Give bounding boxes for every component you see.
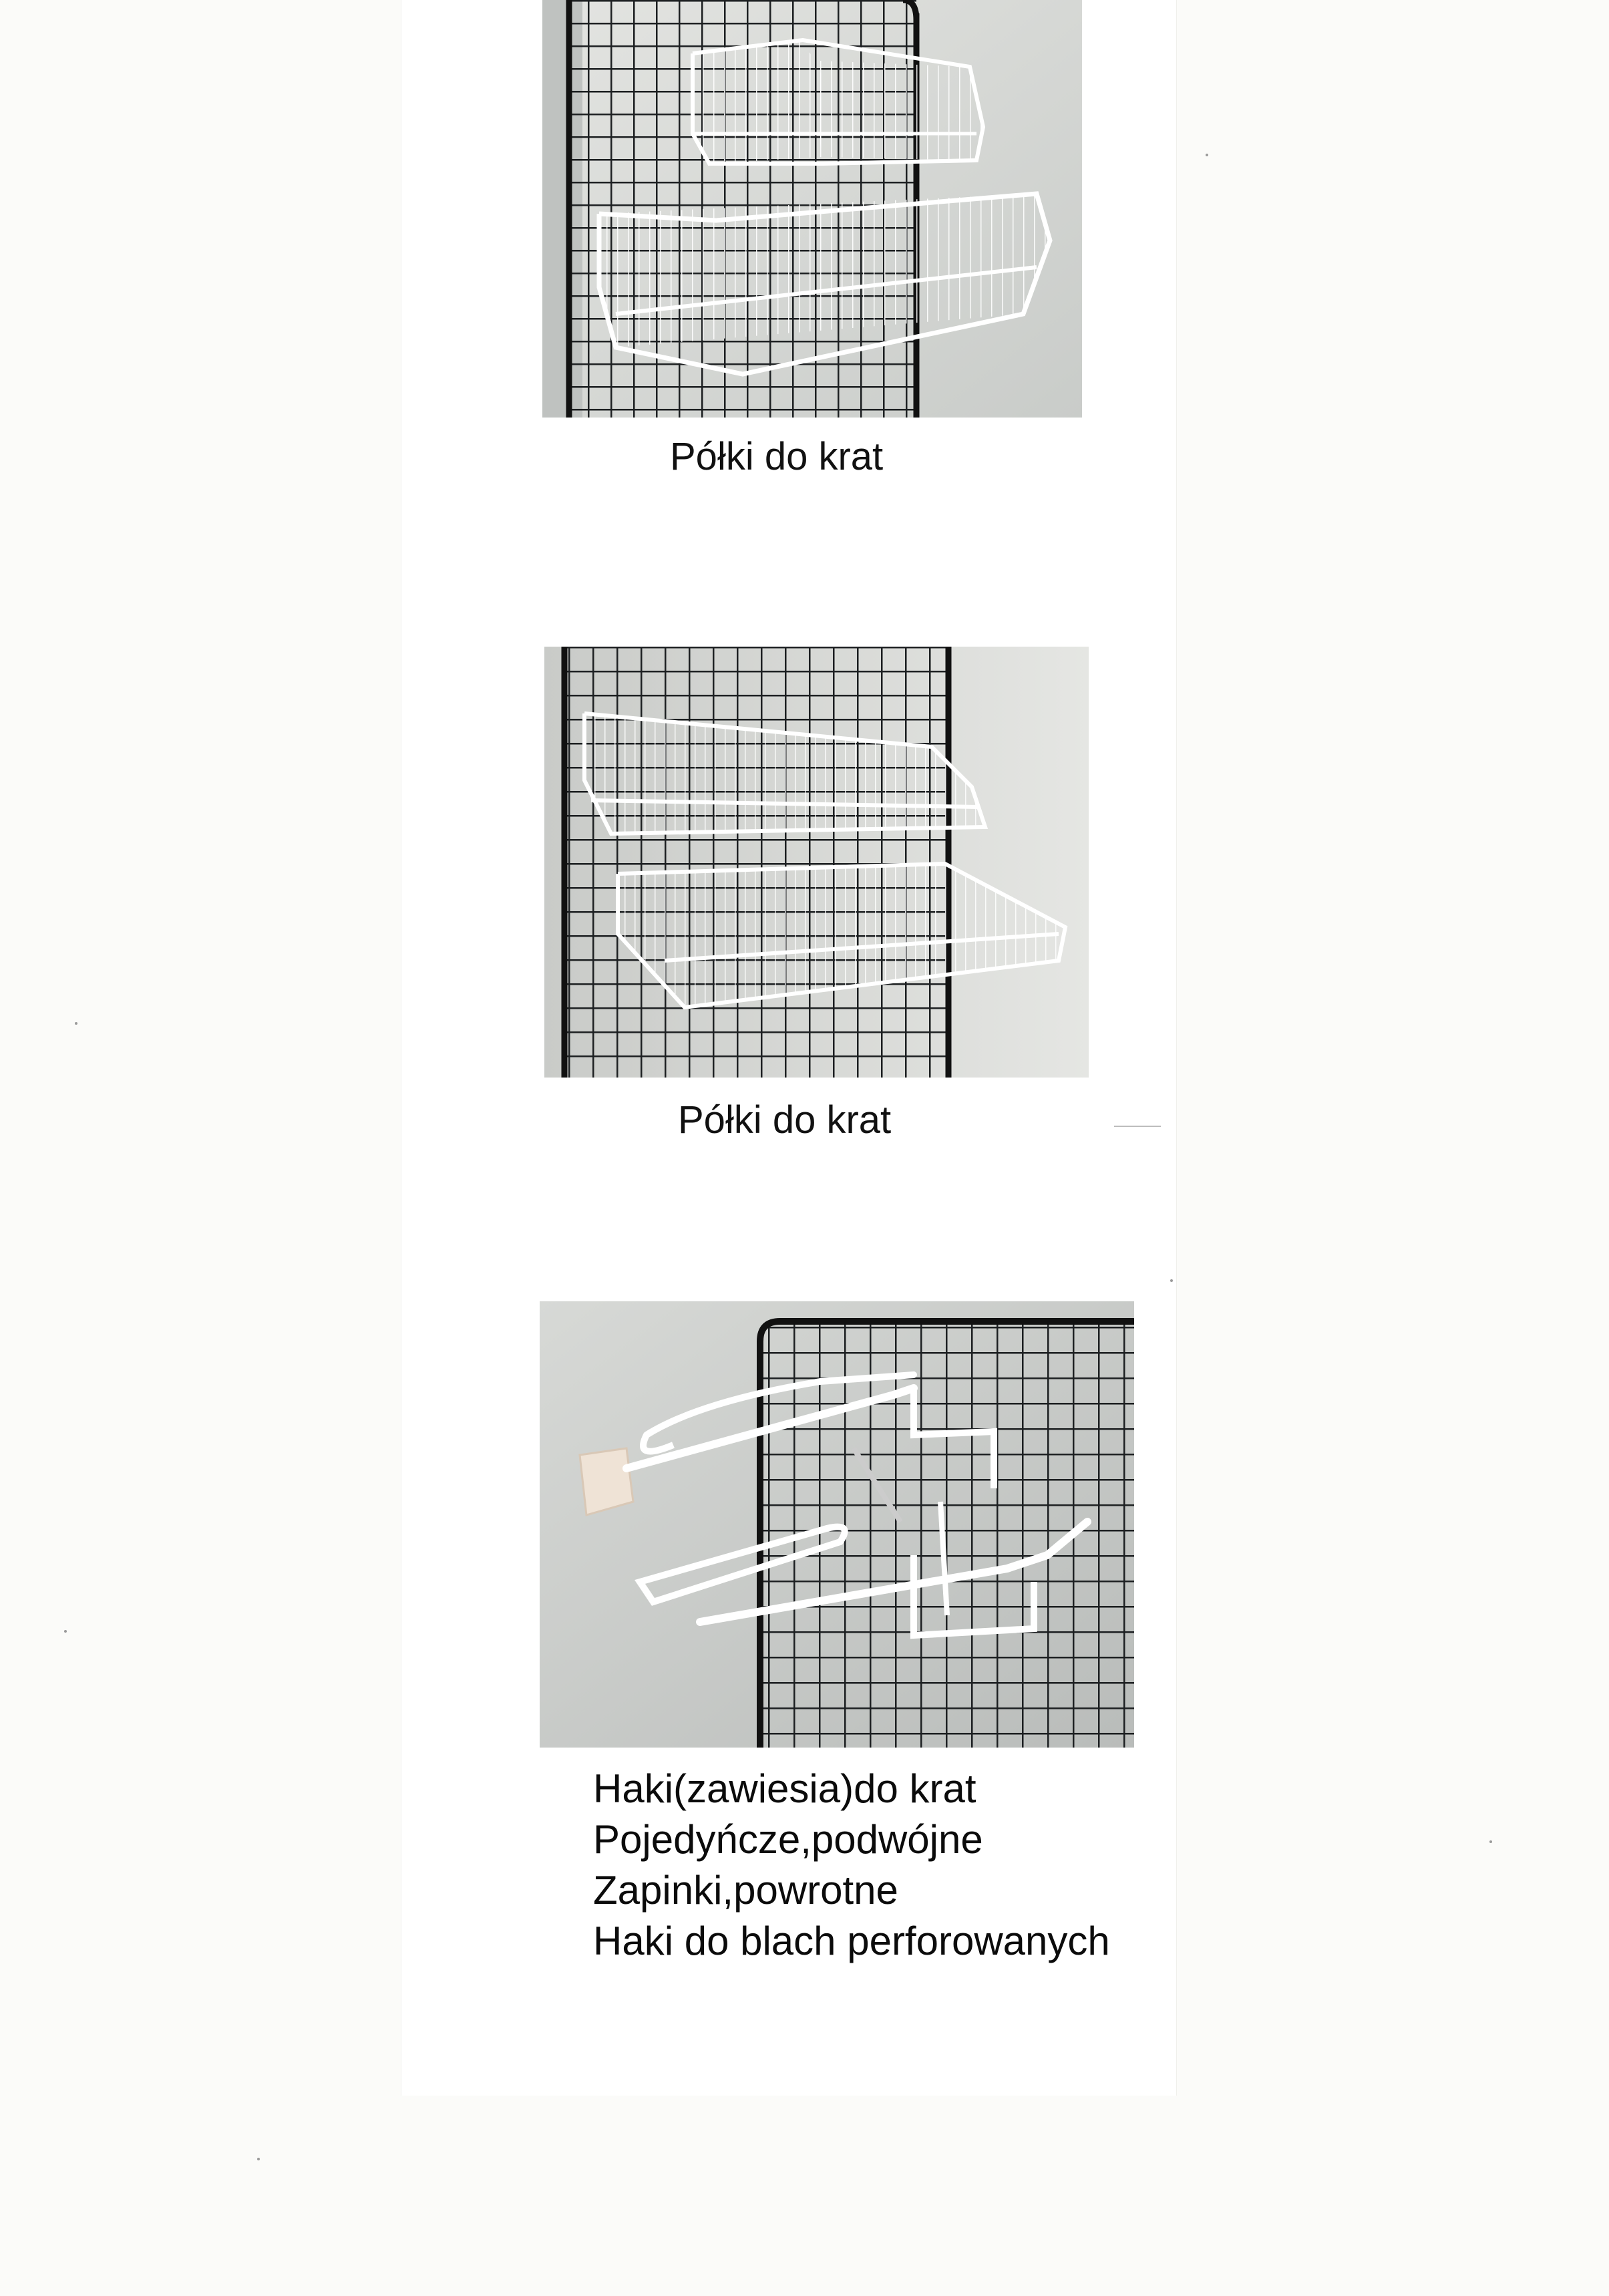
- description-line: Haki(zawiesia)do krat: [593, 1766, 976, 1811]
- caption-2: Półki do krat: [678, 1098, 892, 1142]
- scan-speck: [1170, 1279, 1173, 1282]
- description-line: Haki do blach perforowanych: [593, 1919, 1110, 1963]
- scan-speck: [75, 1022, 77, 1025]
- description-line: Zapinki,powrotne: [593, 1868, 898, 1913]
- scan-speck: [1489, 1840, 1492, 1843]
- scan-speck: [1206, 154, 1208, 156]
- scan-speck: [64, 1630, 67, 1633]
- photo-shelves-2: [544, 647, 1089, 1078]
- photo-hooks: [540, 1301, 1134, 1748]
- caption-1: Półki do krat: [670, 435, 884, 478]
- hooks-description: [593, 1764, 1110, 1967]
- scan-speck: [257, 2158, 260, 2160]
- shelves-photo-2: [544, 647, 1089, 1078]
- scan-edge-line: [1114, 1126, 1161, 1127]
- hooks-photo: [540, 1301, 1134, 1748]
- photo-shelves-1: [542, 0, 1082, 418]
- description-line: Pojedyńcze,podwójne: [593, 1817, 983, 1862]
- shelves-photo-1: [542, 0, 1082, 418]
